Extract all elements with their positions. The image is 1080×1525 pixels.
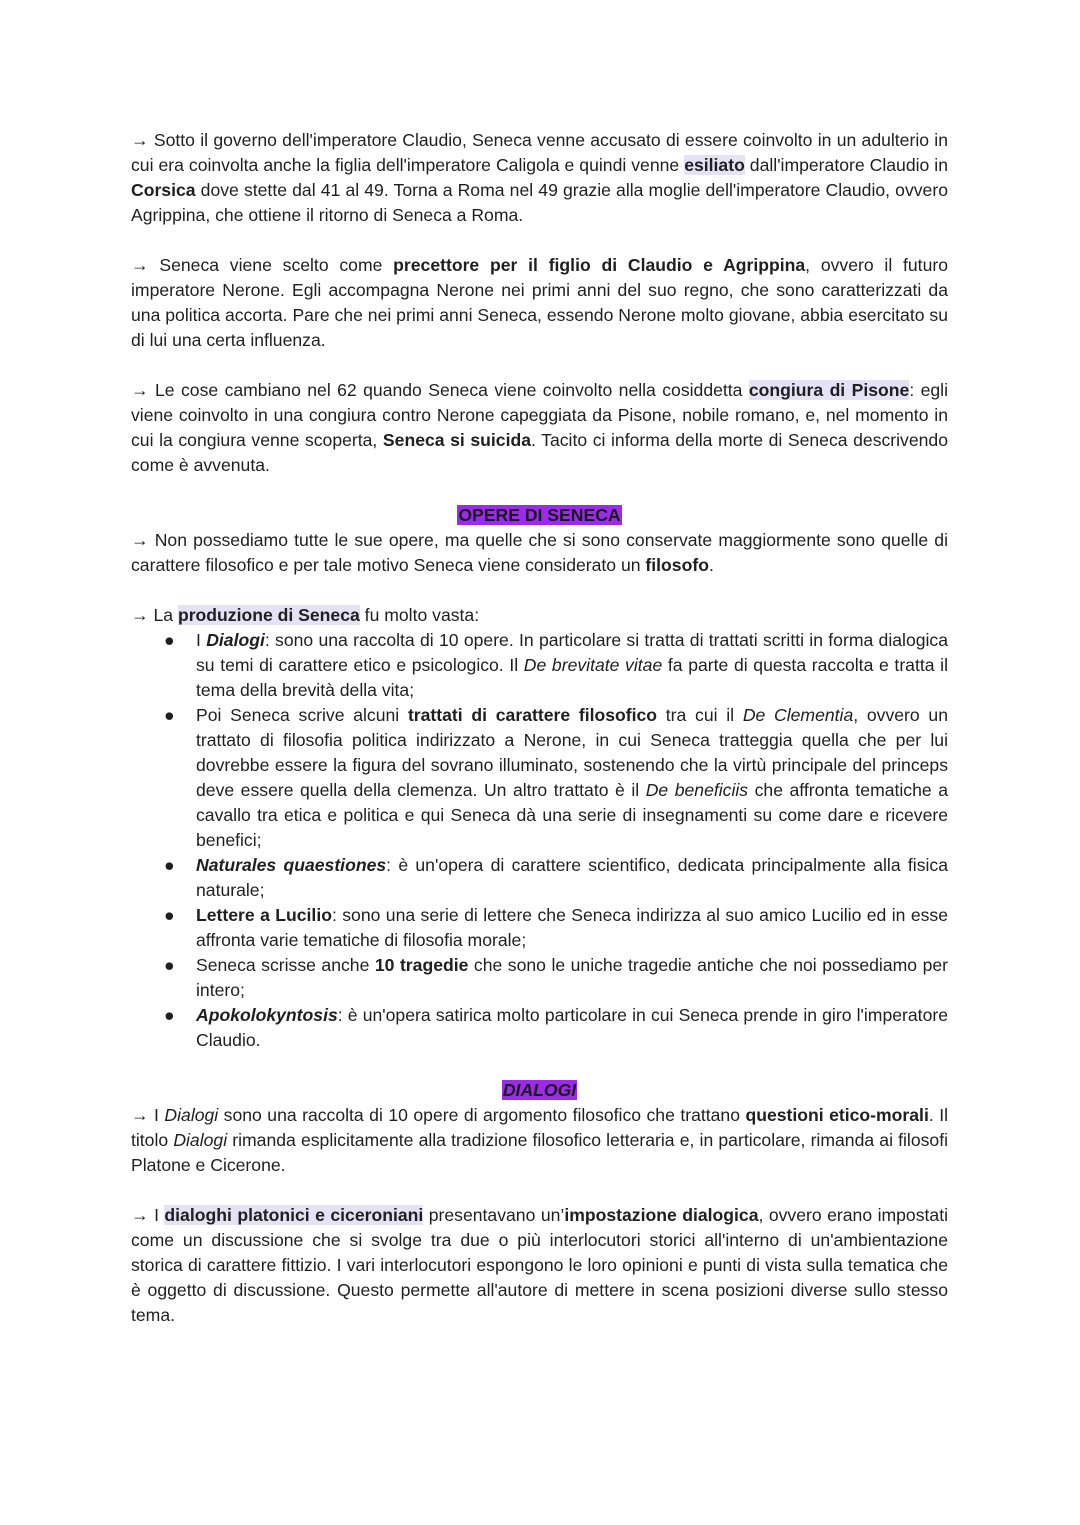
text: I [196, 630, 207, 650]
bold-questioni: questioni etico-morali [745, 1105, 929, 1125]
text: fa parte di questa raccolta e tratta il tema della brevità della vita; [196, 655, 948, 700]
heading-text: OPERE DI SENECA [458, 505, 621, 525]
bold-suicida: Seneca si suicida [382, 430, 532, 450]
bullet-icon: ● [164, 630, 175, 650]
text: → I [131, 1205, 165, 1225]
text: tra cui il [657, 705, 743, 725]
text: che affronta tematiche a cavallo tra etica e politica e qui Seneca dà una serie di insegnamenti su come dare e ricevere benefici; [196, 780, 948, 850]
text: : sono una raccolta di 10 opere. In particolare si tratta di trattati scritti in forma dialogica su temi di carattere etico e psicologico. Il [196, 630, 948, 675]
paragraph-dialogi [131, 1103, 948, 1178]
document-page [131, 128, 948, 1328]
paragraph-works-intro [131, 528, 948, 578]
section-heading-dialogi [131, 1078, 948, 1103]
bold-precettore: precettore per il figlio di Claudio e Agrippina [393, 255, 806, 275]
text: , ovvero un trattato di filosofia politica indirizzato a Nerone, in cui Seneca tratteggia quella che per lui dovrebbe essere la figura del sovrano illuminato, sostenendo che la virtù principale del princeps deve essere quella della clemenza. Un altro trattato è il [196, 705, 948, 800]
heading-text: DIALOGI [502, 1080, 577, 1100]
italic-title: De beneficiis [645, 780, 749, 800]
bold-filosofo: filosofo [645, 555, 709, 575]
section-heading-opere [131, 503, 948, 528]
text: dove stette dal 41 al 49. Torna a Roma nel 49 grazie alla moglie dell'imperatore Claudio, ovvero Agrippina, che ottiene il ritorno di Seneca a Roma. [131, 180, 948, 225]
italic-title: De Clementia [742, 705, 854, 725]
paragraph-conspiracy [131, 378, 948, 478]
text: : egli viene coinvolto in una congiura contro Nerone capeggiata da Pisone, nobile romano, e, nel momento in cui la congiura venne scoperta, [131, 380, 948, 450]
highlight-esiliato: esiliato [684, 155, 745, 175]
text: fu molto vasta: [359, 605, 480, 625]
list-item [131, 953, 948, 1003]
bold-trattati: trattati di carattere filosofico [407, 705, 658, 725]
text: . [708, 555, 714, 575]
works-list [131, 628, 948, 1053]
text: . Tacito ci informa della morte di Seneca descrivendo come è avvenuta. [131, 430, 948, 475]
italic-dialogi: Dialogi [173, 1130, 228, 1150]
bold-italic-title: Naturales quaestiones [196, 855, 387, 875]
text: → La [131, 605, 178, 625]
list-item [131, 703, 948, 853]
list-item [131, 628, 948, 703]
bullet-icon: ● [164, 705, 175, 725]
list-item [131, 853, 948, 903]
highlight-congiura: congiura di Pisone [748, 380, 910, 400]
text: → Le cose cambiano nel 62 quando Seneca viene coinvolto nella cosiddetta [131, 380, 749, 400]
bullet-icon: ● [164, 955, 175, 975]
bullet-icon: ● [164, 905, 175, 925]
bold-tragedie: 10 tragedie [374, 955, 469, 975]
text: Seneca scrisse anche [196, 955, 375, 975]
text: rimanda esplicitamente alla tradizione filosofico letteraria e, in particolare, rimanda ai filosofi Platone e Cicerone. [131, 1130, 948, 1175]
bold-italic-dialogi: Dialogi [206, 630, 265, 650]
text: . Il titolo [131, 1105, 948, 1150]
text: → Seneca viene scelto come [131, 255, 394, 275]
paragraph-dialogic-structure [131, 1203, 948, 1328]
text: → I [131, 1105, 165, 1125]
bold-title: Lettere a Lucilio [196, 905, 332, 925]
text: presentavano un’ [423, 1205, 565, 1225]
bold-impostazione: impostazione dialogica [564, 1205, 759, 1225]
text: : sono una serie di lettere che Seneca indirizza al suo amico Lucilio ed in esse affronta varie tematiche di filosofia morale; [196, 905, 948, 950]
list-item [131, 1003, 948, 1053]
text: : è un'opera di carattere scientifico, dedicata principalmente alla fisica naturale; [196, 855, 949, 900]
text: dall'imperatore Claudio in [744, 155, 948, 175]
bold-italic-title: Apokolokyntosis [196, 1005, 338, 1025]
bullet-icon: ● [164, 855, 175, 875]
text: → Sotto il governo dell'imperatore Claudio, Seneca venne accusato di essere coinvolto in un adulterio in cui era coinvolta anche la figlia dell'imperatore Caligola e quindi venne [131, 130, 948, 175]
text: , ovvero il futuro imperatore Nerone. Egli accompagna Nerone nei primi anni del suo regno, che sono caratterizzati da una politica accorta. Pare che nei primi anni Seneca, essendo Nerone molto giovane, abbia esercitato su di lui una certa influenza. [131, 255, 948, 350]
text: → Non possediamo tutte le sue opere, ma quelle che si sono conservate maggiormente sono quelle di carattere filosofico e per tale motivo Seneca viene considerato un [131, 530, 948, 575]
text: : è un'opera satirica molto particolare in cui Seneca prende in giro l'imperatore Claudio. [196, 1005, 948, 1050]
highlight-produzione: produzione di Seneca [177, 605, 360, 625]
paragraph-exile [131, 128, 948, 228]
italic-title: De brevitate vitae [523, 655, 663, 675]
text: che sono le uniche tragedie antiche che noi possediamo per intero; [196, 955, 949, 1000]
text: sono una raccolta di 10 opere di argomento filosofico che trattano [218, 1105, 746, 1125]
highlight-dialoghi: dialoghi platonici e ciceroniani [164, 1205, 424, 1225]
bold-corsica: Corsica [131, 180, 196, 200]
bullet-icon: ● [164, 1005, 175, 1025]
italic-dialogi: Dialogi [164, 1105, 219, 1125]
text: Poi Seneca scrive alcuni [196, 705, 408, 725]
list-item [131, 903, 948, 953]
text: , ovvero erano impostati come un discussione che si svolge tra due o più interlocutori storici all'interno di un'ambientazione storica di carattere fittizio. I vari interlocutori espongono le loro opinioni e punti di vista sulla tematica che è oggetto di discussione. Questo permette all'autore di mettere in scena posizioni diverse sullo stesso tema. [131, 1205, 948, 1325]
paragraph-tutor [131, 253, 948, 353]
paragraph-production [131, 603, 948, 628]
